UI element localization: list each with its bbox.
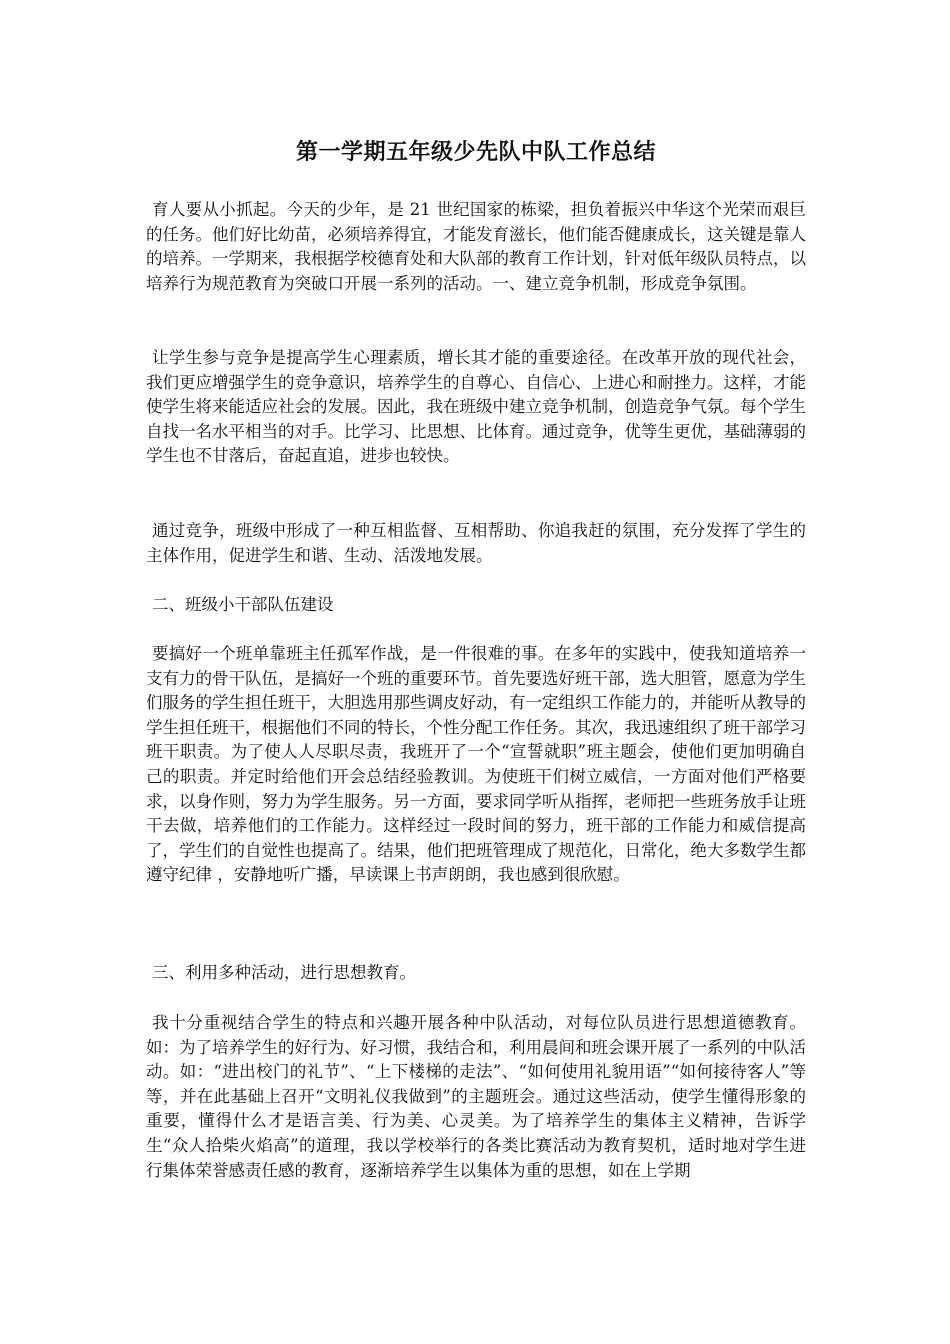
section-heading-3: 三、利用多种活动，进行思想教育。 [152, 963, 416, 982]
section-heading-2: 二、班级小干部队伍建设 [152, 595, 334, 614]
document-title: 第一学期五年级少先队中队工作总结 [295, 140, 656, 165]
paragraph-competition-result: 通过竞争，班级中形成了一种互相监督、互相帮助、你追我赶的氛围，充分发挥了学生的主体作用，促进学生和谐、生动、活泼地发展。 [146, 521, 806, 565]
paragraph-activities: 我十分重视结合学生的特点和兴趣开展各种中队活动，对每位队员进行思想道德教育。如：为了培养学生的好行为、好习惯，我结合和，利用晨间和班会课开展了一系列的中队活动。如：“进出校门的礼节”、“上下楼梯的走法”、“如何使用礼貌用语”“如何接待客人”等等，并在此基础上召开“文明礼仪我做到”的主题班会。通过这些活动，使学生懂得形象的重要，懂得什么才是语言美、行为美、心灵美。为了培养学生的集体主义精神，告诉学生“众人拾柴火焰高”的道理，我以学校举行的各类比赛活动为教育契机，适时地对学生进行集体荣誉感责任感的教育，逐渐培养学生以集体为重的思想，如在上学期 [146, 1013, 806, 1180]
paragraph-intro: 育人要从小抓起。今天的少年，是 21 世纪国家的栋梁，担负着振兴中华这个光荣而艰巨的任务。他们好比幼苗，必须培养得宜，才能发育滋长，他们能否健康成长，这关键是靠人的培养。一学期来，我根据学校德育处和大队部的教育工作计划，针对低年级队员特点，以培养行为规范教育为突破口开展一系列的活动。一、建立竞争机制，形成竞争氛围。 [146, 200, 806, 293]
paragraph-competition: 让学生参与竞争是提高学生心理素质，增长其才能的重要途径。在改革开放的现代社会，我们更应增强学生的竞争意识，培养学生的自尊心、自信心、上进心和耐挫力。这样，才能使学生将来能适应社会的发展。因此，我在班级中建立竞争机制，创造竞争气氛。每个学生自找一名水平相当的对手。比学习、比思想、比体育。通过竞争，优等生更优，基础薄弱的学生也不甘落后，奋起直追，进步也较快。 [146, 348, 806, 466]
paragraph-class-cadre: 要搞好一个班单靠班主任孤军作战，是一件很难的事。在多年的实践中，使我知道培养一支有力的骨干队伍，是搞好一个班的重要环节。首先要选好班干部，选大胆管，愿意为学生们服务的学生担任班干，大胆选用那些调皮好动，有一定组织工作能力的，并能听从教导的学生担任班干，根据他们不同的特长，个性分配工作任务。其次，我迅速组织了班干部学习班干职责。为了使人人尽职尽责，我班开了一个“宣誓就职”班主题会，使他们更加明确自己的职责。并定时给他们开会总结经验教训。为使班干们树立威信，一方面对他们严格要求，以身作则，努力为学生服务。另一方面，要求同学听从指挥，老师把一些班务放手让班干去做，培养他们的工作能力。这样经过一段时间的努力，班干部的工作能力和威信提高了，学生们的自觉性也提高了。结果，他们把班管理成了规范化，日常化，绝大多数学生都遵守纪律 ，安静地听广播，早读课上书声朗朗，我也感到很欣慰。 [146, 644, 806, 885]
